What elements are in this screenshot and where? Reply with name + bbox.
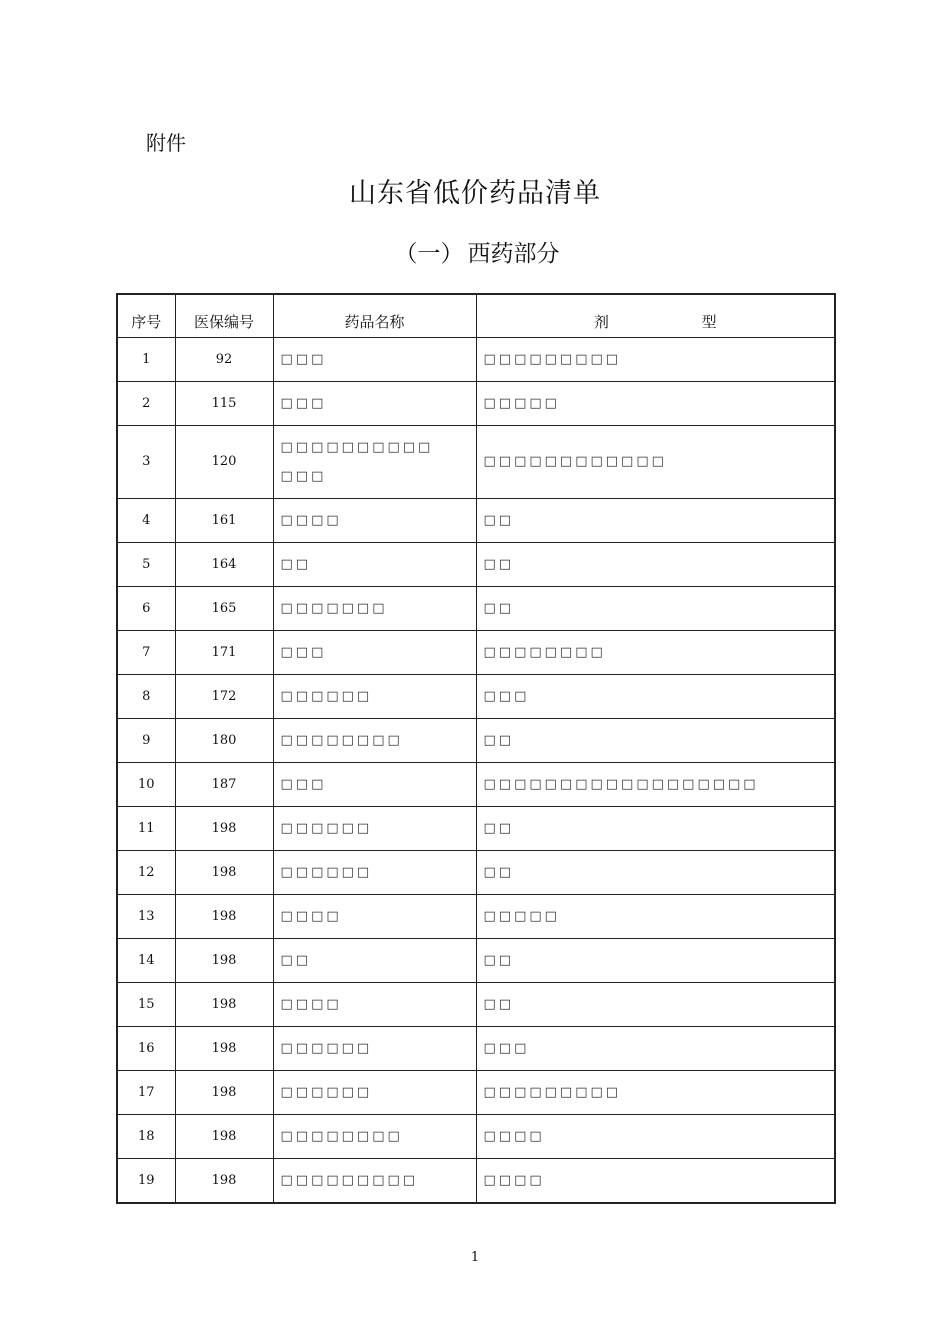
table-row: [117, 1070, 835, 1114]
row-drug-name: □□□□□□□□□: [273, 1158, 476, 1203]
row-dosage-form: □□□□: [476, 1114, 835, 1158]
table-row: [117, 542, 835, 586]
table-header-row: [117, 294, 835, 337]
drug-name-line: □□□□□□□□□□: [280, 439, 434, 455]
table-body: [117, 337, 835, 1203]
table-row: [117, 586, 835, 630]
row-insurance-code: 198: [175, 982, 273, 1026]
row-drug-name: □□□□□□: [273, 1070, 476, 1114]
table-row: [117, 762, 835, 806]
table-row: [117, 630, 835, 674]
section-subtitle: [0, 238, 950, 270]
row-dosage-form: □□□□□□□□□: [476, 337, 835, 381]
header-code: 医保编号: [175, 294, 273, 337]
row-dosage-form: □□: [476, 982, 835, 1026]
row-dosage-form: □□: [476, 718, 835, 762]
row-insurance-code: 161: [175, 498, 273, 542]
row-dosage-form: □□□: [476, 674, 835, 718]
row-index: 19: [117, 1158, 175, 1203]
row-insurance-code: 198: [175, 1114, 273, 1158]
row-dosage-form: □□□□□□□□□□□□: [476, 425, 835, 498]
row-dosage-form: □□: [476, 806, 835, 850]
row-insurance-code: 198: [175, 806, 273, 850]
row-index: 2: [117, 381, 175, 425]
row-insurance-code: 198: [175, 1158, 273, 1203]
row-drug-name: □□: [273, 542, 476, 586]
table-row: [117, 894, 835, 938]
row-index: 18: [117, 1114, 175, 1158]
row-index: 11: [117, 806, 175, 850]
row-drug-name: □□□□□□□□: [273, 1114, 476, 1158]
row-insurance-code: 198: [175, 938, 273, 982]
row-drug-name: □□: [273, 938, 476, 982]
row-drug-name: □□□: [273, 337, 476, 381]
row-dosage-form: □□: [476, 850, 835, 894]
table-row: [117, 1158, 835, 1203]
row-dosage-form: □□□□□: [476, 894, 835, 938]
row-insurance-code: 180: [175, 718, 273, 762]
drug-table: [116, 293, 836, 1204]
row-drug-name: □□□□: [273, 894, 476, 938]
row-index: 12: [117, 850, 175, 894]
row-drug-name: □□□□□□□□: [273, 718, 476, 762]
header-index: 序号: [117, 294, 175, 337]
row-drug-name: □□□□□□: [273, 674, 476, 718]
attachment-label: 附件: [146, 131, 186, 155]
row-index: 1: [117, 337, 175, 381]
row-insurance-code: 198: [175, 1070, 273, 1114]
header-drug-name: 药品名称: [273, 294, 476, 337]
row-drug-name: □□□□□□: [273, 850, 476, 894]
table-row: [117, 425, 835, 498]
table-row: [117, 938, 835, 982]
row-index: 7: [117, 630, 175, 674]
table-row: [117, 1026, 835, 1070]
row-insurance-code: 164: [175, 542, 273, 586]
table-row: [117, 718, 835, 762]
row-drug-name: □□□□□□: [273, 1026, 476, 1070]
row-index: 9: [117, 718, 175, 762]
page-title: 山东省低价药品清单: [349, 178, 601, 209]
row-index: 5: [117, 542, 175, 586]
row-index: 16: [117, 1026, 175, 1070]
row-index: 17: [117, 1070, 175, 1114]
row-drug-name: □□□□: [273, 982, 476, 1026]
row-dosage-form: □□: [476, 938, 835, 982]
row-dosage-form: □□: [476, 586, 835, 630]
row-dosage-form: □□□: [476, 1026, 835, 1070]
table-row: [117, 674, 835, 718]
row-drug-name: □□□: [273, 762, 476, 806]
row-dosage-form: □□□□□: [476, 381, 835, 425]
table-row: [117, 850, 835, 894]
row-dosage-form: □□□□: [476, 1158, 835, 1203]
table-row: [117, 806, 835, 850]
row-index: 14: [117, 938, 175, 982]
row-drug-name: □□□□: [273, 498, 476, 542]
table-row: [117, 498, 835, 542]
row-drug-name: □□□□□□: [273, 806, 476, 850]
table-row: [117, 1114, 835, 1158]
table-row: [117, 337, 835, 381]
row-dosage-form: □□□□□□□□□: [476, 1070, 835, 1114]
page-number: 1: [470, 1250, 480, 1265]
row-insurance-code: 198: [175, 850, 273, 894]
row-dosage-form: □□: [476, 542, 835, 586]
row-index: 10: [117, 762, 175, 806]
row-insurance-code: 172: [175, 674, 273, 718]
row-insurance-code: 171: [175, 630, 273, 674]
row-insurance-code: 120: [175, 425, 273, 498]
row-dosage-form: □□□□□□□□: [476, 630, 835, 674]
row-drug-name: □□□: [273, 381, 476, 425]
drug-name-line: □□□: [280, 468, 327, 484]
row-insurance-code: 115: [175, 381, 273, 425]
row-dosage-form: □□□□□□□□□□□□□□□□□□: [476, 762, 835, 806]
header-dosage-form: 剂 型: [476, 294, 835, 337]
table-row: [117, 381, 835, 425]
row-drug-name: [273, 425, 476, 498]
row-insurance-code: 187: [175, 762, 273, 806]
row-index: 8: [117, 674, 175, 718]
row-insurance-code: 198: [175, 894, 273, 938]
table-row: [117, 982, 835, 1026]
row-index: 13: [117, 894, 175, 938]
section-number: （一）: [394, 241, 464, 267]
row-drug-name: □□□□□□□: [273, 586, 476, 630]
row-dosage-form: □□: [476, 498, 835, 542]
row-insurance-code: 92: [175, 337, 273, 381]
row-index: 3: [117, 425, 175, 498]
row-index: 4: [117, 498, 175, 542]
row-index: 15: [117, 982, 175, 1026]
row-insurance-code: 165: [175, 586, 273, 630]
row-insurance-code: 198: [175, 1026, 273, 1070]
row-index: 6: [117, 586, 175, 630]
section-name: 西药部分: [467, 241, 560, 267]
row-drug-name: □□□: [273, 630, 476, 674]
